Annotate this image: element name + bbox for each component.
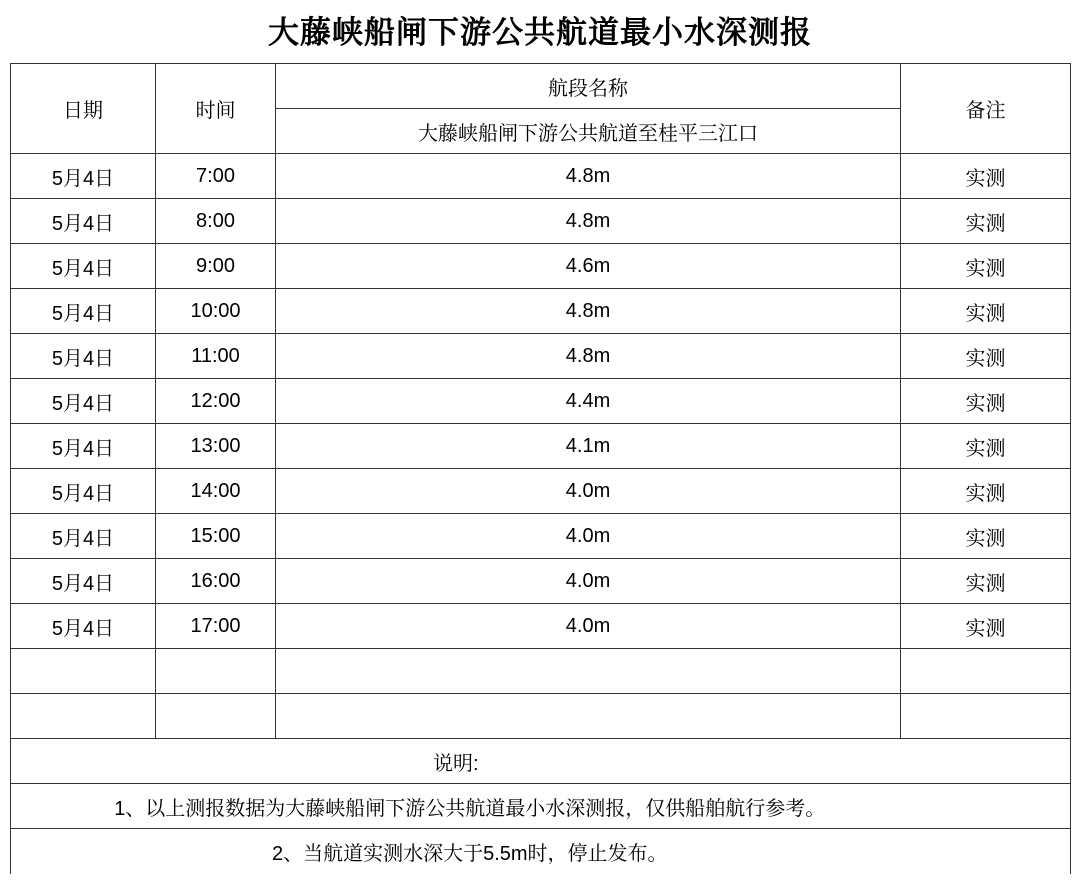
- cell-depth: 4.8m: [276, 289, 901, 334]
- table-row: [11, 424, 1071, 469]
- cell-time: 15:00: [156, 514, 276, 559]
- cell-depth: 4.8m: [276, 154, 901, 199]
- cell-depth: 4.1m: [276, 424, 901, 469]
- spacer-cell: [156, 694, 276, 739]
- cell-time: 11:00: [156, 334, 276, 379]
- table-row: [11, 469, 1071, 514]
- notes-item-1: 1、以上测报数据为大藤峡船闸下游公共航道最小水深测报，仅供船舶航行参考。: [11, 784, 901, 829]
- cell-time: 13:00: [156, 424, 276, 469]
- table-row: [11, 379, 1071, 424]
- notes-label: 说明:: [11, 739, 901, 784]
- cell-date: 5月4日: [11, 559, 156, 604]
- cell-time: 8:00: [156, 199, 276, 244]
- cell-date: 5月4日: [11, 289, 156, 334]
- cell-depth: 4.0m: [276, 559, 901, 604]
- header-section-sub: 大藤峡船闸下游公共航道至桂平三江口: [276, 109, 901, 154]
- cell-time: 7:00: [156, 154, 276, 199]
- table-row: [11, 244, 1071, 289]
- cell-time: 16:00: [156, 559, 276, 604]
- cell-note: 实测: [901, 244, 1071, 289]
- cell-depth: 4.8m: [276, 199, 901, 244]
- spacer-cell: [901, 694, 1071, 739]
- cell-date: [11, 649, 156, 694]
- cell-depth: [276, 649, 901, 694]
- table-row: [11, 514, 1071, 559]
- cell-note: 实测: [901, 469, 1071, 514]
- cell-depth: 4.4m: [276, 379, 901, 424]
- cell-note: [901, 649, 1071, 694]
- table-row: [11, 289, 1071, 334]
- notes-item-2-spacer: [901, 829, 1071, 874]
- table-row: [11, 604, 1071, 649]
- cell-time: 10:00: [156, 289, 276, 334]
- table-header-row-1: [11, 64, 1071, 109]
- table-row: [11, 199, 1071, 244]
- cell-time: 14:00: [156, 469, 276, 514]
- notes-item-row: [11, 784, 1071, 829]
- cell-time: 9:00: [156, 244, 276, 289]
- table-row: [11, 154, 1071, 199]
- cell-date: 5月4日: [11, 514, 156, 559]
- cell-note: 实测: [901, 154, 1071, 199]
- notes-item-row: [11, 829, 1071, 874]
- cell-note: 实测: [901, 379, 1071, 424]
- cell-note: 实测: [901, 289, 1071, 334]
- cell-date: 5月4日: [11, 154, 156, 199]
- cell-date: 5月4日: [11, 604, 156, 649]
- cell-date: 5月4日: [11, 334, 156, 379]
- notes-label-row: [11, 739, 1071, 784]
- cell-date: 5月4日: [11, 379, 156, 424]
- cell-note: 实测: [901, 514, 1071, 559]
- cell-time: [156, 649, 276, 694]
- cell-note: 实测: [901, 604, 1071, 649]
- header-section-title: 航段名称: [276, 64, 901, 109]
- header-date: 日期: [11, 64, 156, 154]
- cell-time: 17:00: [156, 604, 276, 649]
- cell-note: 实测: [901, 424, 1071, 469]
- cell-date: 5月4日: [11, 469, 156, 514]
- cell-depth: 4.6m: [276, 244, 901, 289]
- cell-date: 5月4日: [11, 424, 156, 469]
- water-depth-table: [10, 63, 1071, 874]
- cell-date: 5月4日: [11, 199, 156, 244]
- page-title: 大藤峡船闸下游公共航道最小水深测报: [268, 15, 812, 50]
- cell-note: 实测: [901, 334, 1071, 379]
- cell-depth: 4.0m: [276, 469, 901, 514]
- cell-note: 实测: [901, 199, 1071, 244]
- notes-item-1-spacer: [901, 784, 1071, 829]
- cell-depth: 4.0m: [276, 514, 901, 559]
- spacer-cell: [11, 694, 156, 739]
- cell-time: 12:00: [156, 379, 276, 424]
- cell-depth: 4.0m: [276, 604, 901, 649]
- notes-label-spacer: [901, 739, 1071, 784]
- notes-item-2: 2、当航道实测水深大于5.5m时，停止发布。: [11, 829, 901, 874]
- spacer-cell: [276, 694, 901, 739]
- header-note: 备注: [901, 64, 1071, 154]
- table-row: [11, 559, 1071, 604]
- table-row-empty: [11, 649, 1071, 694]
- cell-note: 实测: [901, 559, 1071, 604]
- table-row: [11, 334, 1071, 379]
- header-time: 时间: [156, 64, 276, 154]
- cell-depth: 4.8m: [276, 334, 901, 379]
- table-spacer-row: [11, 694, 1071, 739]
- cell-date: 5月4日: [11, 244, 156, 289]
